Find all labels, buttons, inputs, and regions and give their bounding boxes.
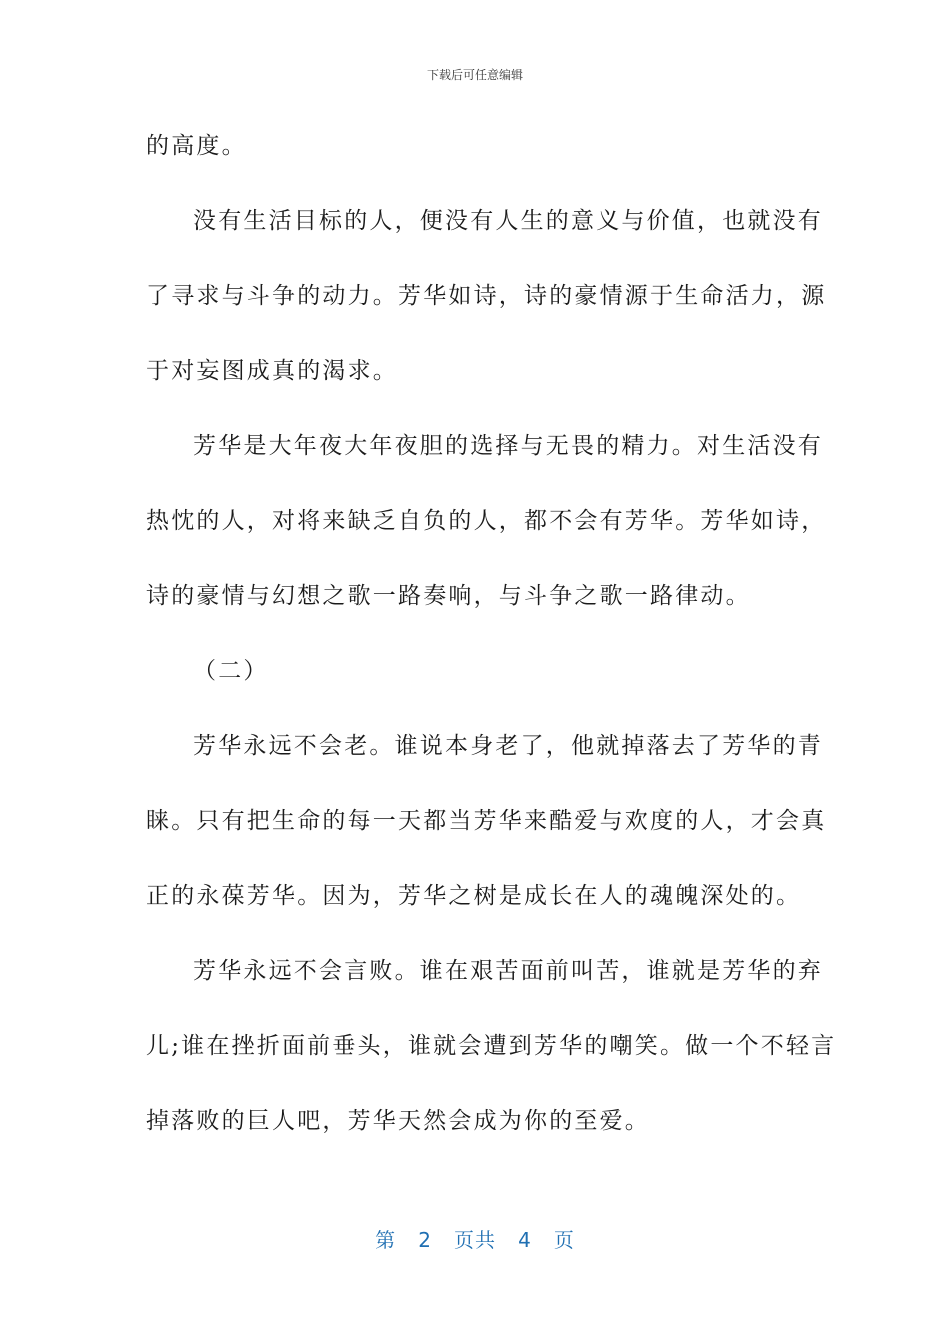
page-header: 下载后可任意编辑 (426, 68, 523, 82)
text-line: 芳华是大年夜大年夜胆的选择与无畏的精力。对生活没有 (193, 433, 823, 459)
text-line: 芳华永远不会老。谁说本身老了，他就掉落去了芳华的青 (193, 733, 823, 759)
text-line: 诗的豪情与幻想之歌一路奏响，与斗争之歌一路律动。 (146, 583, 751, 609)
footer-page-number: 2 (418, 1228, 432, 1252)
text-line: 没有生活目标的人，便没有人生的意义与价值，也就没有 (193, 208, 823, 234)
footer-total-pages: 4 (518, 1228, 532, 1252)
section-heading: （二） (193, 658, 269, 684)
page-footer (0, 1224, 950, 1253)
footer-middle: 页共 (454, 1228, 496, 1252)
text-line: 掉落败的巨人吧，芳华天然会成为你的至爱。 (146, 1108, 650, 1134)
footer-prefix: 第 (375, 1228, 397, 1252)
text-line: 了寻求与斗争的动力。芳华如诗，诗的豪情源于生命活力，源 (146, 283, 827, 309)
text-line: 正的永葆芳华。因为，芳华之树是成长在人的魂魄深处的。 (146, 883, 802, 909)
footer-suffix: 页 (553, 1228, 575, 1252)
text-line: 于对妄图成真的渴求。 (146, 358, 398, 384)
text-line: 芳华永远不会言败。谁在艰苦面前叫苦，谁就是芳华的弃 (193, 958, 823, 984)
text-line: 儿;谁在挫折面前垂头，谁就会遭到芳华的嘲笑。做一个不轻言 (146, 1033, 837, 1059)
document-body (146, 121, 837, 1171)
text-line: 热忱的人，对将来缺乏自负的人，都不会有芳华。芳华如诗， (146, 508, 827, 534)
text-line: 的高度。 (146, 133, 247, 159)
text-line: 睐。只有把生命的每一天都当芳华来酷爱与欢度的人，才会真 (146, 808, 827, 834)
